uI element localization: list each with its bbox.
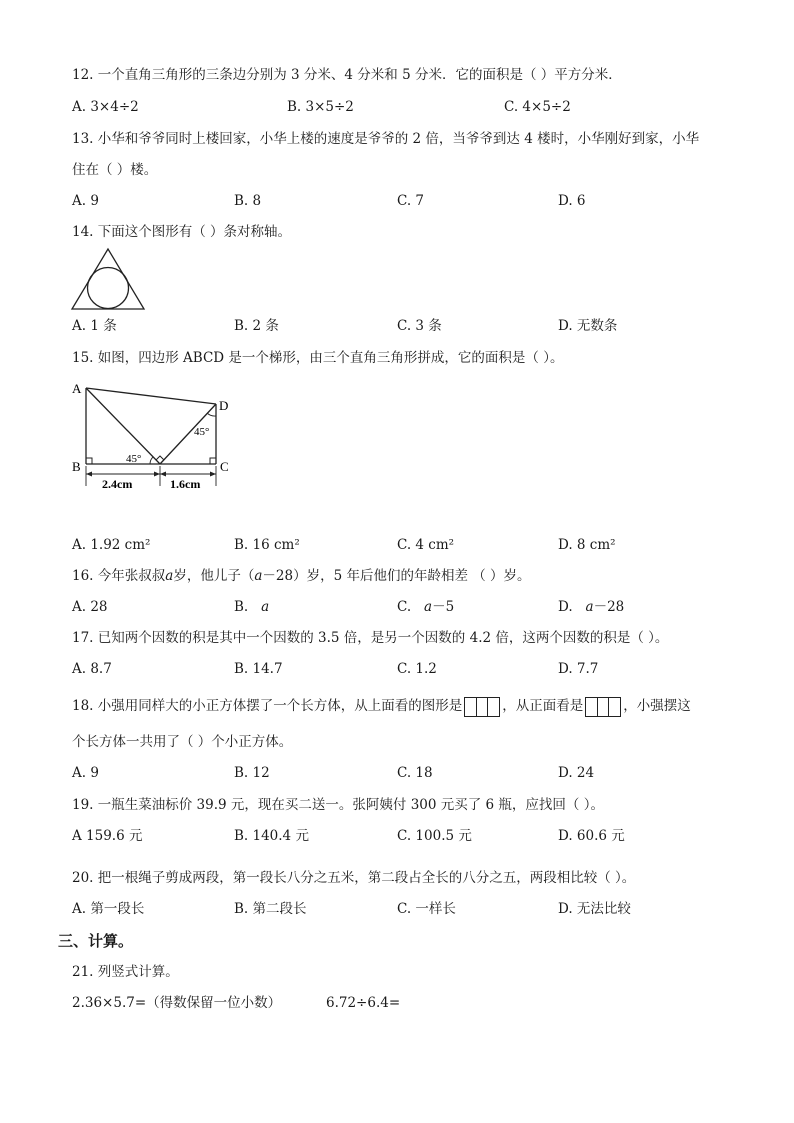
angle-label-left: 45° — [126, 453, 142, 465]
q12-option-b[interactable]: B. 3×5÷2 — [287, 99, 354, 115]
q17-options — [72, 660, 732, 678]
q13-stem-line1: 13. 小华和爷爷同时上楼回家，小华上楼的速度是爷爷的 2 倍，当爷爷到达 4 楼时，小华刚好到家，小华 — [72, 131, 700, 147]
q20-option-c[interactable]: C. 一样长 — [397, 901, 456, 917]
q13-option-d[interactable]: D. 6 — [558, 193, 586, 209]
label-d: D — [219, 398, 229, 413]
q17-option-c[interactable]: C. 1.2 — [397, 661, 437, 677]
q16-var-a: a — [165, 568, 174, 584]
q18-option-a[interactable]: A. 9 — [72, 765, 99, 781]
q21-expr1: 2.36×5.7=（得数保留一位小数） — [72, 995, 282, 1011]
q15-option-a[interactable]: A. 1.92 cm² — [72, 537, 151, 553]
q17-stem: 17. 已知两个因数的积是其中一个因数的 3.5 倍，是另一个因数的 4.2 倍，这两个因数的积是（ ）。 — [72, 630, 669, 646]
q14-option-c[interactable]: C. 3 条 — [397, 318, 442, 334]
top-view-grid-icon — [464, 697, 500, 717]
section-3-title: 三、计算。 — [58, 932, 134, 950]
q15-stem: 15. 如图，四边形 ABCD 是一个梯形，由三个直角三角形拼成，它的面积是（ ）。 — [72, 350, 564, 366]
q19-option-c[interactable]: C. 100.5 元 — [397, 828, 472, 844]
angle-label-right: 45° — [194, 426, 210, 438]
q18-option-d[interactable]: D. 24 — [558, 765, 595, 781]
q13-options — [72, 192, 732, 210]
q16-option-d-var: a — [585, 599, 594, 615]
q18-stem-part3: ，小强摆这 — [623, 698, 691, 714]
q18-stem-part2: ，从正面看是 — [502, 698, 584, 714]
q16-option-b[interactable] — [234, 598, 269, 616]
q14-option-d[interactable]: D. 无数条 — [558, 318, 618, 334]
right-angle-mark-b — [86, 458, 92, 464]
q16-option-b-prefix: B. — [234, 599, 249, 615]
right-angle-mark-c — [210, 458, 216, 464]
q13-option-a[interactable]: A. 9 — [72, 193, 99, 209]
dim-arrow-1 — [86, 472, 92, 477]
angle-arc-right — [207, 413, 216, 416]
right-angle-mark-e — [156, 456, 164, 460]
q17-option-b[interactable]: B. 14.7 — [234, 661, 283, 677]
q16-option-c-suffix: －5 — [432, 599, 455, 615]
q16-options — [72, 598, 732, 616]
q13-option-b[interactable]: B. 8 — [234, 193, 262, 209]
dim-arrow-4 — [210, 472, 216, 477]
q16-option-d-suffix: －28 — [593, 599, 625, 615]
q16-option-d-prefix: D. — [558, 599, 573, 615]
label-b: B — [72, 459, 81, 474]
q21-expr2: 6.72÷6.4= — [326, 995, 401, 1011]
dim-label-left: 2.4cm — [102, 477, 133, 491]
q16-option-c-var: a — [424, 599, 433, 615]
q14-options — [72, 317, 732, 335]
q20-options — [72, 900, 732, 918]
q13-stem-line2: 住在（ ）楼。 — [72, 162, 158, 178]
q20-option-b[interactable]: B. 第二段长 — [234, 901, 307, 917]
q14-option-a[interactable]: A. 1 条 — [72, 318, 117, 334]
q14-stem: 14. 下面这个图形有（ ）条对称轴。 — [72, 224, 292, 240]
equilateral-triangle — [72, 249, 144, 309]
q20-option-d[interactable]: D. 无法比较 — [558, 901, 631, 917]
segment-ae — [86, 388, 160, 464]
q16-option-c[interactable] — [397, 598, 454, 616]
q12-stem: 12. 一个直角三角形的三条边分别为 3 分米、4 分米和 5 分米．它的面积是（ ）平方分米． — [72, 67, 622, 83]
q16-stem-part1: 16. 今年张叔叔 — [72, 568, 166, 584]
q19-options — [72, 827, 732, 845]
q12-option-c[interactable]: C. 4×5÷2 — [504, 99, 571, 115]
q16-option-d[interactable] — [558, 598, 624, 616]
front-view-grid-icon — [585, 697, 621, 717]
q17-option-d[interactable]: D. 7.7 — [558, 661, 599, 677]
dim-label-right: 1.6cm — [170, 477, 201, 491]
label-c: C — [220, 459, 229, 474]
q14-option-b[interactable]: B. 2 条 — [234, 318, 279, 334]
dim-arrow-3 — [160, 472, 166, 477]
q15-options — [72, 536, 732, 554]
q21-stem: 21. 列竖式计算。 — [72, 964, 179, 980]
dim-arrow-2 — [154, 472, 160, 477]
q19-stem: 19. 一瓶生菜油标价 39.9 元，现在买二送一。张阿姨付 300 元买了 6 瓶，应找回（ ）。 — [72, 797, 604, 813]
q15-option-d[interactable]: D. 8 cm² — [558, 537, 616, 553]
q18-option-c[interactable]: C. 18 — [397, 765, 433, 781]
trapezoid-figure — [66, 378, 246, 498]
edge-ad — [86, 388, 216, 404]
q18-stem-line2: 个长方体一共用了（ ）个小正方体。 — [72, 734, 293, 750]
q16-stem-part2: 岁，他儿子（ — [173, 568, 255, 584]
q16-stem-part3: －28）岁，5 年后他们的年龄相差 （ ）岁。 — [262, 568, 531, 584]
q13-option-c[interactable]: C. 7 — [397, 193, 425, 209]
angle-arc-left — [150, 457, 153, 464]
q18-stem-part1: 18. 小强用同样大的小正方体摆了一个长方体，从上面看的图形是 — [72, 698, 463, 714]
q16-option-c-prefix: C. — [397, 599, 412, 615]
q18-options — [72, 764, 732, 782]
q20-option-a[interactable]: A. 第一段长 — [72, 901, 145, 917]
q18-option-b[interactable]: B. 12 — [234, 765, 270, 781]
q16-option-a[interactable]: A. 28 — [72, 599, 108, 615]
q19-option-a[interactable]: A 159.6 元 — [72, 828, 143, 844]
q19-option-d[interactable]: D. 60.6 元 — [558, 828, 625, 844]
label-a: A — [72, 381, 82, 396]
q16-var-a-2: a — [254, 568, 263, 584]
triangle-with-incircle-figure — [70, 247, 146, 313]
q15-option-b[interactable]: B. 16 cm² — [234, 537, 300, 553]
q15-option-c[interactable]: C. 4 cm² — [397, 537, 455, 553]
q20-stem: 20. 把一根绳子剪成两段，第一段长八分之五米，第二段占全长的八分之五，两段相比较（ ）。 — [72, 870, 636, 886]
q12-options — [72, 98, 732, 116]
q18-stem-line1 — [72, 695, 691, 717]
inscribed-circle — [88, 268, 129, 309]
q19-option-b[interactable]: B. 140.4 元 — [234, 828, 309, 844]
q12-option-a[interactable]: A. 3×4÷2 — [72, 99, 139, 115]
q17-option-a[interactable]: A. 8.7 — [72, 661, 112, 677]
q16-option-b-var: a — [261, 599, 270, 615]
q16-stem — [72, 567, 531, 585]
